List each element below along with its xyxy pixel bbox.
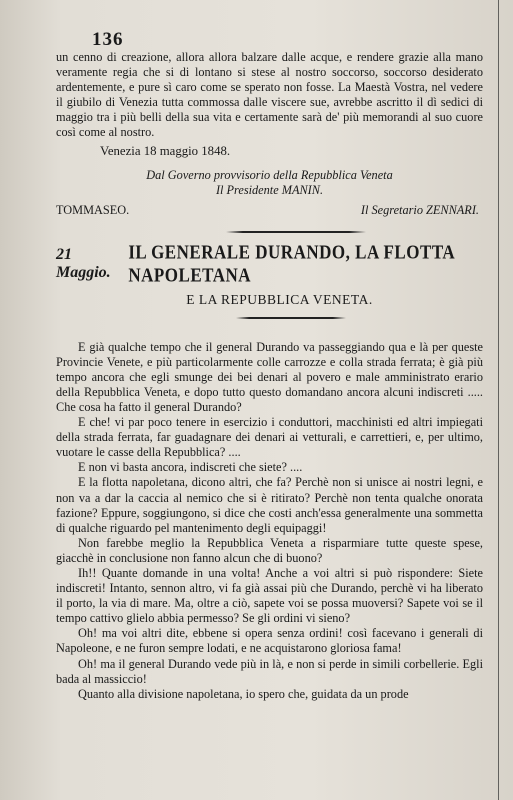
- section-subtitle: E LA REPUBBLICA VENETA.: [186, 291, 373, 307]
- section-divider-top: [226, 228, 366, 236]
- paragraph: Oh! ma voi altri dite, ebbene si opera senza ordini! così facevano i generali di Napoleone, e ne furon sempre lodati, e ne acquistarono gloriosa fama!: [56, 626, 483, 656]
- paragraph: E la flotta napoletana, dicono altri, che fa? Perchè non si unisce ai nostri legni, e non va a dar la caccia al nemico che si è ritirato? Perchè non tenta qualche onorata fazione? Eppure, soggiungono, si dice che costi anch'essa generalmente una sommetta di qualche riguardo pel mantenimento degli equipaggi!: [56, 475, 483, 535]
- page-edge-line: [498, 0, 499, 800]
- signature-row: [56, 203, 483, 218]
- signature-government: Dal Governo provvisorio della Repubblica Veneta: [146, 167, 393, 182]
- dateline: Venezia 18 maggio 1848.: [100, 143, 231, 158]
- paragraph: E già qualche tempo che il general Durando va passeggiando qua e là per queste Provincie Venete, e più particolarmente colle carrozze e colla strada ferrata; è già più tempo ancora che egli smunge dei bei denari al povero e male amministrato erario della Repubblica Veneta, e dopo tutto questo domandano ancora alcuni indiscreti ..... Che cosa ha fatto il general Durando?: [56, 339, 483, 414]
- opening-paragraph: un cenno di creazione, allora allora balzare dalle acque, e rendere grazie alla mano veramente regia che si di lontano si stese al nostro soccorso, soccorso desiderato ardentemente, e pure sì caro come se sperato non fosse. La Maestà Vostra, nel vedere il giubilo di Venezia tutta commossa dalle viscere sue, avrebbe ascritto il dì sedici di maggio tra i più belli della sua vita e certamente sarà de' più memorandi al suo cuore così come al nostro.: [56, 50, 483, 140]
- section-title: IL GENERALE DURANDO, LA FLOTTA NAPOLETANA: [128, 240, 455, 286]
- page-number: 136: [92, 29, 124, 50]
- paragraph: E che! vi par poco tenere in esercizio i conduttori, macchinisti ed altri impiegati della strada ferrata, far guadagnare dei denari ai vetturali, e carrettieri, e, per ultimo, vuotare le casse della Repubblica? ....: [56, 415, 483, 460]
- signature-president: Il Presidente MANIN.: [215, 182, 324, 197]
- paragraph: Quanto alla divisione napoletana, io spero che, guidata da un prode: [78, 686, 409, 701]
- section-date: 21 Maggio.: [56, 245, 111, 281]
- signature-tommaseo: TOMMASEO.: [56, 202, 130, 217]
- paragraph: Non farebbe meglio la Repubblica Veneta a risparmiare tutte queste spese, giacchè in conclusione non fanno alcun che di buono?: [56, 535, 483, 565]
- paragraph: Oh! ma il general Durando vede più in là, e non si perde in simili corbellerie. Egli bada al massiccio!: [56, 656, 483, 686]
- article-body: [56, 340, 483, 702]
- paragraph: Ih!! Quante domande in una volta! Anche a voi altri si può rispondere: Siete indiscreti! Intanto, sennon altro, vi fa già assai più che Durando, perchè vi ha liberato il porto, la via di mare. Ma, oltre a ciò, sapete voi se possa muoversi? Sapete voi se il tempo cattivo glielo abbia permesso? Se gli ordini vi sieno?: [56, 565, 483, 626]
- paragraph: E non vi basta ancora, indiscreti che siete? ....: [78, 460, 303, 475]
- section-divider-bottom: [236, 314, 346, 322]
- signature-secretary: Il Segretario ZENNARI.: [360, 202, 479, 217]
- section-heading: [56, 240, 483, 286]
